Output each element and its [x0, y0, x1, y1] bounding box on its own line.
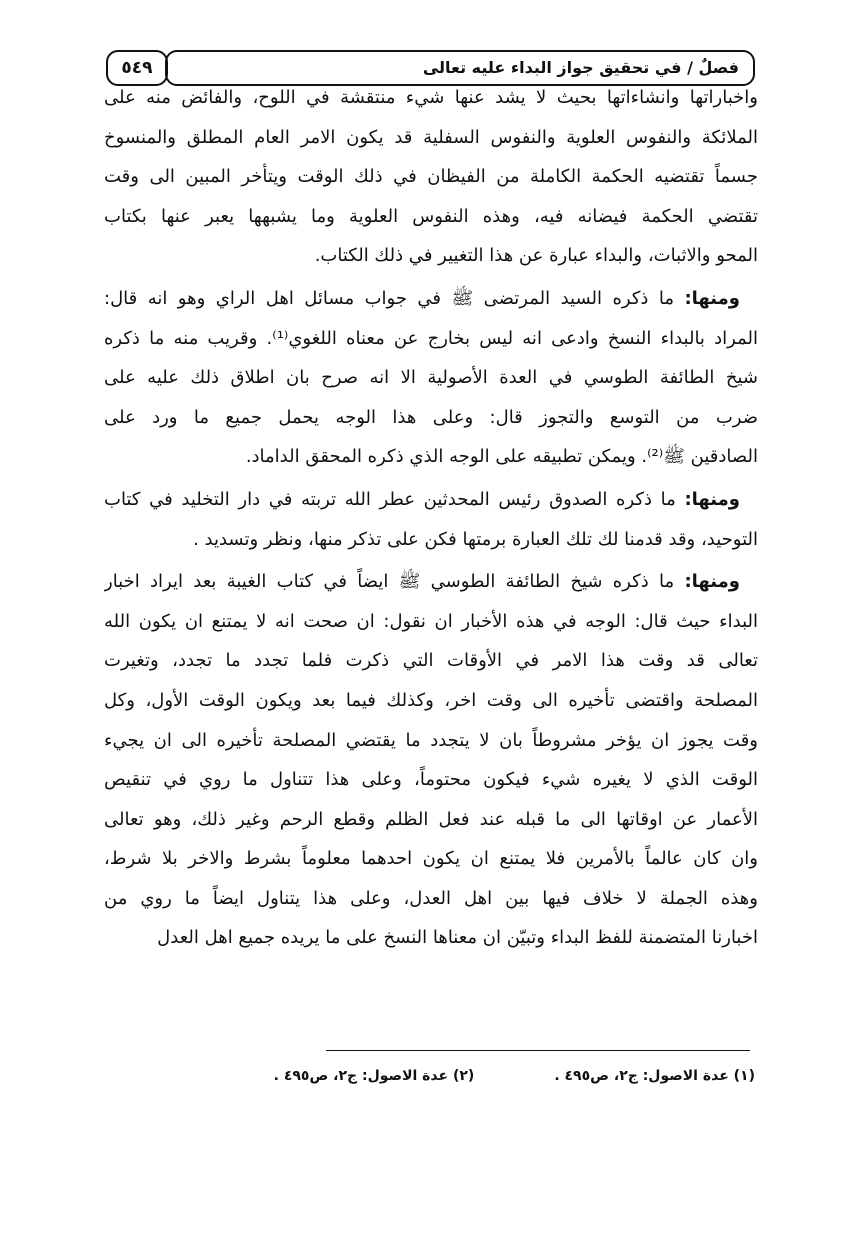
paragraph-lead: ومنها:	[684, 571, 740, 593]
text-line	[104, 157, 758, 197]
paragraph	[104, 78, 758, 276]
footnote-divider	[326, 1050, 750, 1051]
text-line	[104, 800, 758, 840]
line-text: ضرب من التوسع والتجوز قال: وعلى هذا الوجه يحمل جميع ما ورد على	[104, 406, 758, 428]
line-text: المراد بالبداء النسخ وادعى انه ليس بخارج عن معناه اللغوي⁽¹⁾. وقريب منه ما ذكره	[104, 327, 758, 349]
text-line	[104, 602, 758, 642]
text-line	[104, 197, 758, 237]
text-line	[104, 681, 758, 721]
text-line	[104, 839, 758, 879]
line-text: اخبارنا المتضمنة للفظ البداء وتبيّن ان معناها النسخ على ما يريده جميع اهل العدل	[157, 927, 758, 949]
line-text: المصلحة واقتضى تأخيره الى وقت اخر، وكذلك فيما بعد ويكون الوقت الأول، وكل	[104, 689, 758, 711]
line-text: ما ذكره شيخ الطائفة الطوسي ﷺ ايضاً في كتاب الغيبة بعد ايراد اخبار	[104, 571, 675, 593]
line-text: وان كان عالماً بالأمرين فلا يمتنع ان يكون احدهما معلوماً بشرط والاخر بلا شرط،	[104, 848, 758, 870]
footnotes	[240, 1068, 755, 1084]
text-line	[104, 118, 758, 158]
page-number: ٥٤٩	[106, 50, 168, 86]
paragraph	[104, 562, 758, 958]
text-line	[104, 480, 758, 520]
text-line	[104, 437, 758, 477]
line-text: الوقت الذي لا يغيره شيء فيكون محتوماً، وعلى هذا تتناول ما روي في تنقيص	[104, 769, 758, 791]
line-text: البداء حيث قال: الوجه في هذه الأخبار ان نقول: ان صحت انه لا يمتنع ان يكون الله	[104, 610, 758, 632]
line-text: وهذه الجملة لا خلاف فيها بين اهل العدل، وعلى هذا يتناول ايضاً ما روي من	[104, 887, 758, 909]
text-line	[104, 918, 758, 958]
line-text: شيخ الطائفة الطوسي في العدة الأصولية الا انه صرح بان اطلاق ذلك عليه على	[104, 367, 758, 389]
text-line	[104, 760, 758, 800]
paragraph	[104, 480, 758, 559]
line-text: المحو والاثبات، والبداء عبارة عن هذا التغيير في ذلك الكتاب.	[314, 245, 758, 267]
footnote-1: (١) عدة الاصول: ج٢، ص٤٩٥ .	[554, 1068, 755, 1084]
line-text: الصادقين ﷺ⁽²⁾. ويمكن تطبيقه على الوجه الذي ذكره المحقق الداماد.	[245, 446, 758, 468]
line-text: الملائكة والنفوس العلوية والنفوس السفلية قد يكون الامر العام المطلق والمنسوخ	[104, 126, 758, 148]
text-line	[104, 641, 758, 681]
text-line	[104, 721, 758, 761]
text-line	[104, 562, 758, 602]
paragraph-lead: ومنها:	[684, 488, 740, 510]
text-line	[104, 279, 758, 319]
text-line	[104, 236, 758, 276]
line-text: الأعمار عن اوقاتها الى ما قبله عند فعل الظلم وقطع الرحم وغير ذلك، وهو تعالى	[104, 808, 758, 830]
line-text: جسماً تقتضيه الحكمة الكاملة من الفيظان في ذلك الوقت ويتأخر المبين الى وقت	[104, 166, 758, 188]
text-line	[104, 358, 758, 398]
text-line	[104, 319, 758, 359]
text-line	[104, 78, 758, 118]
line-text: ما ذكره السيد المرتضى ﷺ في جواب مسائل اهل الراي وهو انه قال:	[104, 287, 674, 309]
text-line	[104, 879, 758, 919]
line-text: وقت يجوز ان يؤخر مشروطاً بان لا يتجدد ما يقتضي المصلحة تأخيره الى ان يجيء	[104, 729, 758, 751]
line-text: تقتضي الحكمة فيضانه فيه، وهذه النفوس العلوية وما يشبهها يعبر عنها بكتاب	[104, 205, 758, 227]
footnote-2: (٢) عدة الاصول: ج٢، ص٤٩٥ .	[273, 1068, 475, 1084]
text-line	[104, 398, 758, 438]
line-text: التوحيد، وقد قدمنا لك تلك العبارة برمتها فكن على تذكر منها، ونظر وتسديد .	[193, 528, 758, 550]
paragraph-lead: ومنها:	[684, 287, 740, 309]
paragraph	[104, 279, 758, 477]
line-text: تعالى قد وقت هذا الامر في الأوقات التي ذكرت فلما تجدد ما تجدد، وتغيرت	[104, 650, 758, 672]
text-line	[104, 520, 758, 560]
line-text: ما ذكره الصدوق رئيس المحدثين عطر الله تربته في دار التخليد في كتاب	[104, 488, 676, 510]
main-text	[104, 78, 758, 961]
line-text: واخباراتها وانشاءاتها بحيث لا يشد عنها شيء منتقشة في اللوح، والفائض منه على	[104, 87, 758, 108]
header-title: فصلٌ / في تحقيق جواز البداء عليه تعالى	[422, 58, 739, 77]
